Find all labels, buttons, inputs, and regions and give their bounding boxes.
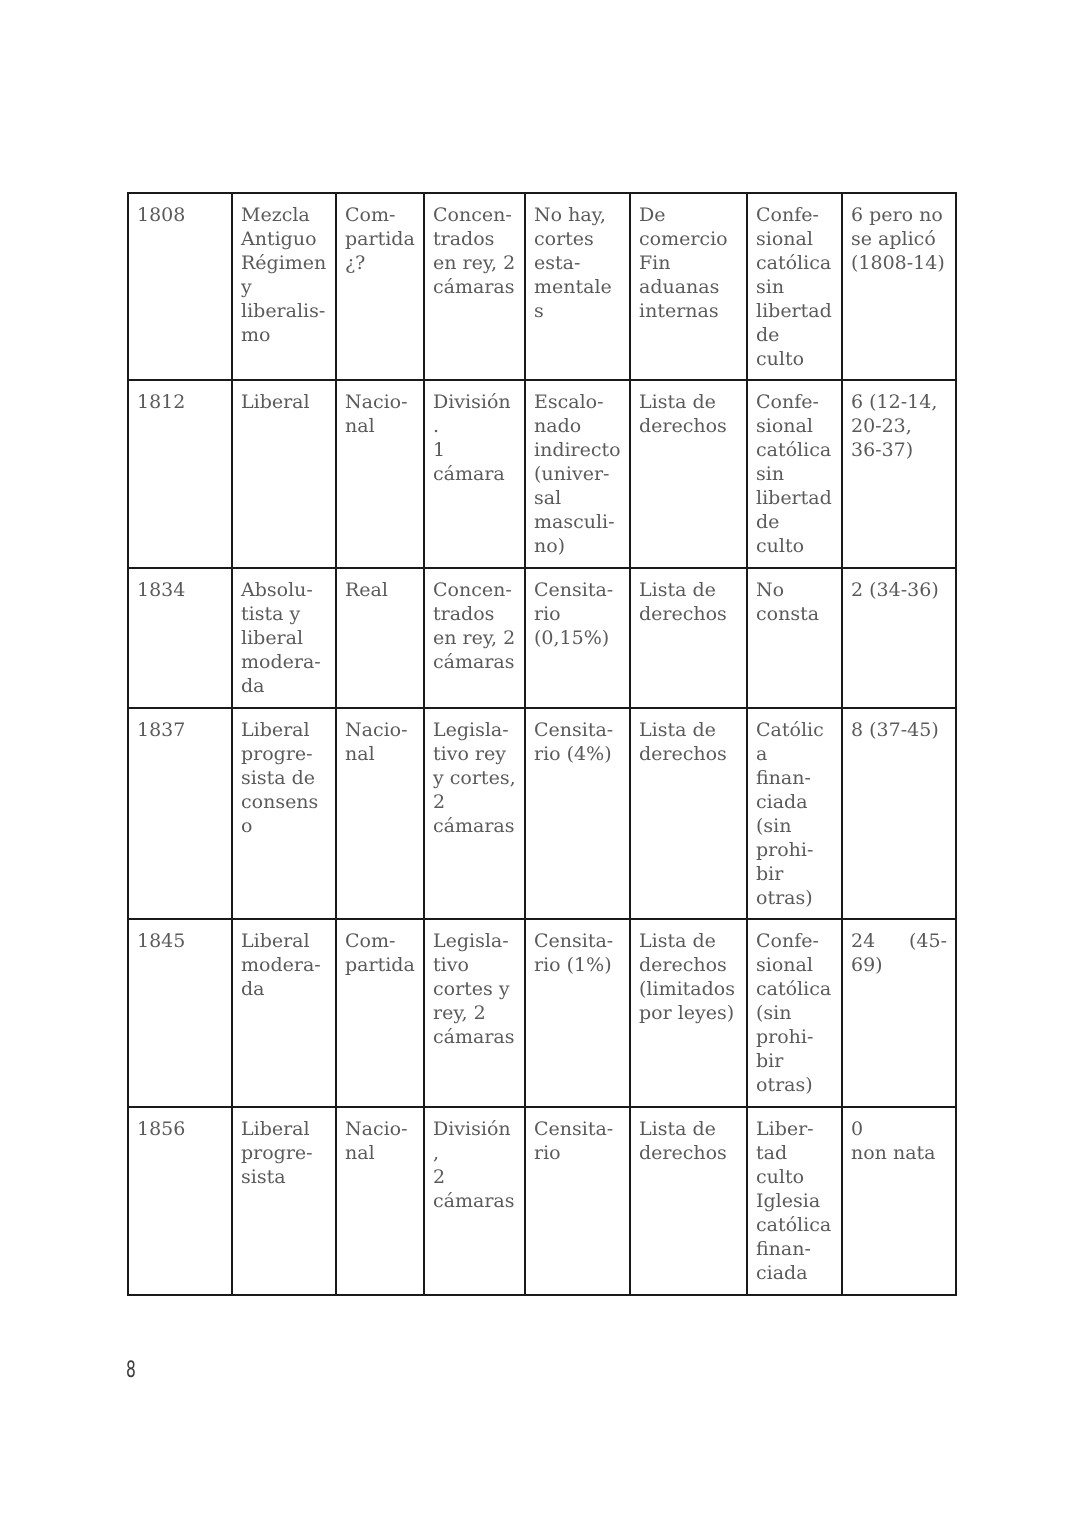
table-row [128,193,956,380]
cell-suffrage: Censita- rio (4%) [525,708,630,919]
cell-religion: Confe- sional católica (sin prohi- bir otras) [747,919,842,1107]
cell-rights: Lista de derechos [630,380,747,568]
table-row [128,380,956,568]
cell-year: 1834 [128,568,232,708]
cell-sovereignty: Nacio- nal [336,380,424,568]
cell-duration: 6 pero no se aplicó (1808-14) [842,193,956,380]
cell-duration: 8 (37-45) [842,708,956,919]
cell-suffrage: Escalo- nado indirecto (univer- sal masculi- no) [525,380,630,568]
cell-religion: No consta [747,568,842,708]
cell-character: Liberal progre- sista de consenso [232,708,336,919]
cell-sovereignty: Nacio- nal [336,1107,424,1295]
cell-suffrage: Censita- rio (0,15%) [525,568,630,708]
cell-year: 1837 [128,708,232,919]
cell-character: Mezcla Antiguo Régimen y liberalis- mo [232,193,336,380]
cell-character: Liberal progre- sista [232,1107,336,1295]
cell-powers: Concen- trados en rey, 2 cámaras [424,568,525,708]
cell-duration: 6 (12-14, 20-23, 36-37) [842,380,956,568]
cell-rights: Lista de derechos [630,708,747,919]
cell-suffrage: No hay, cortes esta- mentales [525,193,630,380]
cell-religion: Liber- tad culto Iglesia católica finan- ciada [747,1107,842,1295]
cell-character: Liberal [232,380,336,568]
cell-character: Absolu- tista y liberal modera- da [232,568,336,708]
cell-sovereignty: Com- partida [336,919,424,1107]
page-number: 8 [126,1358,136,1383]
cell-rights: De comercio Fin aduanas internas [630,193,747,380]
cell-religion: Confe- sional católica sin libertad de culto [747,380,842,568]
table-row [128,919,956,1107]
cell-powers: Legisla- tivo cortes y rey, 2 cámaras [424,919,525,1107]
cell-powers: Legisla- tivo rey y cortes, 2 cámaras [424,708,525,919]
table-row [128,568,956,708]
cell-year: 1808 [128,193,232,380]
cell-rights: Lista de derechos [630,568,747,708]
cell-duration: 2 (34-36) [842,568,956,708]
cell-suffrage: Censita- rio (1%) [525,919,630,1107]
cell-character: Liberal modera- da [232,919,336,1107]
cell-year: 1812 [128,380,232,568]
cell-sovereignty: Real [336,568,424,708]
cell-suffrage: Censita- rio [525,1107,630,1295]
cell-powers: División. 1 cámara [424,380,525,568]
cell-year: 1845 [128,919,232,1107]
cell-year: 1856 [128,1107,232,1295]
table-row [128,708,956,919]
constitutions-table [127,192,957,1296]
cell-powers: Concen- trados en rey, 2 cámaras [424,193,525,380]
cell-sovereignty: Nacio- nal [336,708,424,919]
cell-rights: Lista de derechos (limitados por leyes) [630,919,747,1107]
table-row [128,1107,956,1295]
cell-sovereignty: Com- partida ¿? [336,193,424,380]
cell-duration: 0 non nata [842,1107,956,1295]
cell-rights: Lista de derechos [630,1107,747,1295]
cell-religion: Católica finan- ciada (sin prohi- bir otras) [747,708,842,919]
cell-religion: Confe- sional católica sin libertad de culto [747,193,842,380]
cell-duration: 24 (45-69) [842,919,956,1107]
cell-powers: División, 2 cámaras [424,1107,525,1295]
